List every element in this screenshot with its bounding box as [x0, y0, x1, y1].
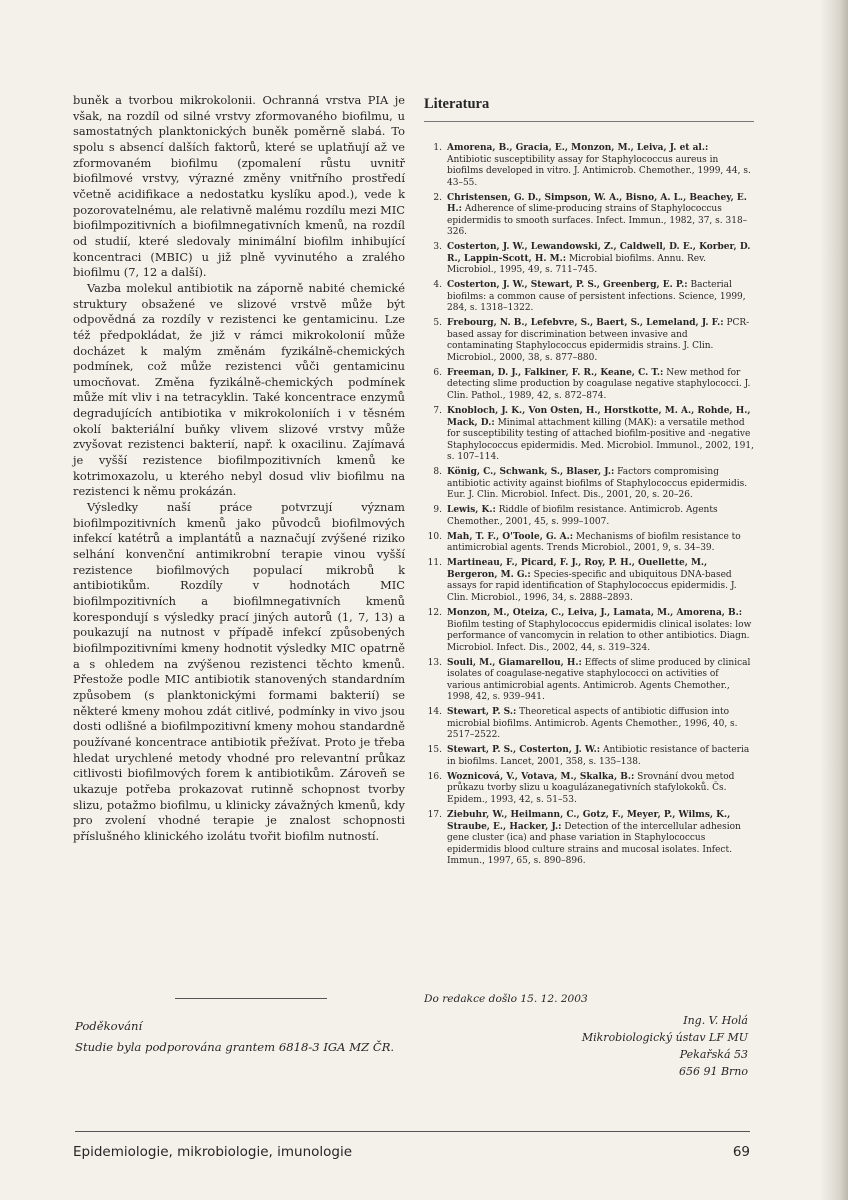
- body-paragraph-1: buněk a tvorbou mikrokolonii. Ochranná vrstva PIA je však, na rozdíl od silné vrstvy zformovaného biofilmu, u samostatných planktonických buněk poměrně slabá. To spolu s absencí dalších faktorů, které se uplatňují až ve zformovaném biofilmu (zpomalení růstu uvnitř biofilmové vrstvy, výrazné změny vnitřního prostředí včetně acidifikace a nedostatku kyslíku apod.), vede k pozorovatelnému, ale relativně malému rozdílu mezi MIC biofilmpozitivních a biofilmnegativních kmenů, na rozdíl od studií, které sledovaly minimální biofilm inhibující koncentraci (MBIC) u již plně vyvinutého a zralého biofilmu (7, 12 a další).: [73, 93, 405, 280]
- author-institute: Mikrobiologický ústav LF MU: [581, 1031, 748, 1044]
- reference-citation: Theoretical aspects of antibiotic diffusion into microbial biofilms. Antimicrob. Agents Chemother., 1996, 40, s. 2517–2522.: [447, 707, 738, 741]
- footer-rule: [75, 1131, 750, 1132]
- reference-authors: Amorena, B., Gracia, E., Monzon, M., Leiva, J. et al.:: [447, 143, 709, 153]
- reference-item: [424, 193, 754, 239]
- body-paragraph-2: Vazba molekul antibiotik na záporně nabité chemické struktury obsažené ve slizové vrstvě může být odpovědná za rozdíly v rezistenci ke gentamicinu. Lze též předpokládat, že již v rámci mikrokolonií může docházet k malým změnám fyzikálně-chemických podmínek, což může rezistenci vůči gentamicinu umocňovat. Změna fyzikálně-chemických podmínek může mít vliv i na tetracyklin. Také koncentrace enzymů degradujících antibiotika v mikrokoloniích i v těsném okolí bakteriální buňky vlivem slizové vrstvy může zvyšovat rezistenci bakterií, např. k oxacilinu. Zajímavá je vyšší rezistence biofilmpozitivních kmenů ke kotrimoxazolu, u kterého nebyl dosud vliv biofilmu na rezistenci k němu prokázán.: [73, 280, 405, 499]
- reference-number: 6.: [433, 367, 442, 378]
- reference-citation: Adherence of slime-producing strains of Staphylococcus epidermidis to smooth surfaces. Infect. Immun., 1982, 37, s. 318–326.: [447, 204, 748, 238]
- reference-authors: Knobloch, J. K., Von Osten, H., Horstkotte, M. A., Rohde, H., Mack, D.:: [447, 406, 751, 428]
- reference-item: [424, 280, 754, 315]
- reference-citation: Antibiotic susceptibility assay for Staphylococcus aureus in biofilms developed in vitro. J. Antimicrob. Chemother., 1999, 44, s. 43–55.: [447, 154, 751, 188]
- reference-authors: Lewis, K.:: [447, 505, 496, 516]
- author-name: Ing. V. Holá: [683, 1014, 748, 1027]
- reference-number: 2.: [433, 192, 442, 203]
- author-address: [520, 1012, 748, 1080]
- received-date: Do redakce došlo 15. 12. 2003: [424, 993, 588, 1005]
- reference-item: [424, 406, 754, 464]
- reference-citation: Mechanisms of biofilm resistance to antimicrobial agents. Trends Microbiol., 2001, 9, s. 34–39.: [447, 531, 741, 554]
- reference-number: 8.: [433, 467, 442, 478]
- reference-item: [424, 558, 754, 604]
- reference-citation: Srovnání dvou metod průkazu tvorby slizu u koagulázanegativních stafylokoků. Čs. Epidem., 1993, 42, s. 51–53.: [447, 771, 735, 805]
- reference-citation: New method for detecting slime production by coagulase negative staphylococci. J. Clin. Pathol., 1989, 42, s. 872–874.: [447, 367, 751, 401]
- reference-number: 17.: [427, 810, 442, 820]
- reference-item: [424, 505, 754, 528]
- reference-citation: Species-specific and ubiquitous DNA-based assays for rapid identification of Staphylococcus epidermidis. J. Clin. Microbiol., 1996, 34, s. 2888–2893.: [447, 569, 737, 603]
- reference-item: [424, 707, 754, 742]
- reference-item: [424, 532, 754, 555]
- reference-item: [424, 658, 754, 704]
- reference-item: [424, 143, 754, 189]
- section-divider: [175, 998, 327, 999]
- page-number: 69: [732, 1144, 750, 1160]
- reference-citation: Microbial biofilms. Annu. Rev. Microbiol., 1995, 49, s. 711–745.: [447, 253, 706, 276]
- author-street: Pekařská 53: [679, 1048, 748, 1061]
- reference-citation: Riddle of biofilm resistance. Antimicrob. Agents Chemother., 2001, 45, s. 999–1007.: [447, 505, 718, 527]
- reference-number: 12.: [427, 608, 442, 619]
- reference-authors: Frebourg, N. B., Lefebvre, S., Baert, S., Lemeland, J. F.:: [447, 318, 724, 329]
- reference-number: 15.: [427, 745, 442, 756]
- reference-item: [424, 608, 754, 654]
- reference-authors: Souli, M., Giamarellou, H.:: [447, 657, 582, 668]
- reference-authors: Freeman, D. J., Falkiner, F. R., Keane, C. T.:: [447, 367, 664, 378]
- body-text-column: [73, 93, 405, 845]
- reference-authors: Stewart, P. S., Costerton, J. W.:: [447, 745, 601, 756]
- reference-citation: Bacterial biofilms: a common cause of persistent infections. Science, 1999, 284, s. 1318–1322.: [447, 280, 746, 314]
- reference-citation: Biofilm testing of Staphylococcus epidermidis clinical isolates: low performance of vancomycin in relation to other antibiotics. Diagn. Microbiol. Infect. Dis., 2002, 44, s. 319–324.: [447, 619, 752, 653]
- reference-authors: Costerton, J. W., Lewandowski, Z., Caldwell, D. E., Korber, D. R., Lappin-Scott, H. M.:: [447, 242, 751, 264]
- reference-number: 4.: [433, 280, 442, 291]
- author-city: 656 91 Brno: [678, 1065, 748, 1078]
- reference-number: 7.: [433, 406, 442, 417]
- reference-authors: Costerton, J. W., Stewart, P. S., Greenberg, E. P.:: [447, 280, 688, 291]
- reference-authors: König, C., Schwank, S., Blaser, J.:: [447, 467, 615, 478]
- acknowledgement-text: Studie byla podporována grantem 6818-3 IGA MZ ČR.: [75, 1040, 395, 1054]
- reference-authors: Monzon, M., Oteiza, C., Leiva, J., Lamata, M., Amorena, B.:: [447, 608, 743, 619]
- reference-number: 11.: [427, 558, 442, 569]
- reference-authors: Woznicová, V., Votava, M., Skalka, B.:: [447, 771, 635, 782]
- acknowledgement: [75, 1018, 405, 1056]
- reference-number: 9.: [433, 505, 442, 516]
- reference-number: 13.: [427, 657, 442, 668]
- reference-citation: Antibiotic resistance of bacteria in biofilms. Lancet, 2001, 358, s. 135–138.: [447, 745, 750, 767]
- reference-item: [424, 810, 754, 868]
- reference-citation: PCR-based assay for discrimination between invasive and contaminating Staphylococcus epidermidis strains. J. Clin. Microbiol., 2000, 38, s. 877–880.: [447, 318, 750, 363]
- body-paragraph-3: Výsledky naší práce potvrzují význam biofilmpozitivních kmenů jako původců biofilmových infekcí katétrů a implantátů a naznačují zvýšené riziko selhání konvenční antimikrobní terapie vinou vyšší rezistence biofilmových populací mikrobů k antibiotikům. Rozdíly v hodnotách MIC biofilmpozitivních a biofilmnegativních kmenů korespondují s výsledky prací jiných autorů (1, 7, 13) a poukazují na nutnost v případě infekcí způsobených biofilmpozitivními kmeny hodnotit výsledky MIC opatrně a s ohledem na zvýšenou rezistenci těchto kmenů. Přestože podle MIC antibiotik stanovených standardním způsobem (s planktonickými formami bakterií) se některé kmeny mohou zdát citlivé, podmínky in vivo jsou dosti odlišné a biofilmpozitivní kmeny mohou standardně používané koncentrace antibiotik přežívat. Proto je třeba hledat urychlené metody vhodné pro relevantní průkaz citlivosti biofilmových forem k antibiotikům. Zároveň se ukazuje potřeba prokazovat rutinně schopnost tvorby slizu, potažmo biofilmu, u klinicky závažných kmenů, kdy pro zvolení vhodné terapie je znalost schopnosti příslušného klinického izolátu tvořit biofilm nutností.: [73, 500, 405, 843]
- reference-number: 10.: [427, 531, 442, 542]
- acknowledgement-title: Poděkování: [75, 1019, 143, 1033]
- reference-number: 14.: [427, 707, 442, 718]
- reference-authors: Christensen, G. D., Simpson, W. A., Bisno, A. L., Beachey, E. H.:: [447, 192, 747, 215]
- reference-item: [424, 318, 754, 364]
- reference-citation: Detection of the intercellular adhesion gene cluster (ica) and phase variation in Staphylococcus epidermidis blood culture strains and mucosal isolates. Infect. Immun., 1997, 65, s. 890–896.: [447, 821, 741, 866]
- reference-item: [424, 242, 754, 277]
- reference-number: 16.: [427, 771, 442, 782]
- reference-authors: Ziebuhr, W., Heilmann, C., Gotz, F., Meyer, P., Wilms, K., Straube, E., Hacker, J.:: [447, 810, 731, 832]
- reference-item: [424, 368, 754, 403]
- reference-item: [424, 745, 754, 768]
- reference-number: 5.: [433, 318, 442, 329]
- reference-authors: Martineau, F., Picard, F. J., Roy, P. H., Ouellette, M., Bergeron, M. G.:: [447, 558, 708, 580]
- reference-list: [424, 143, 754, 871]
- reference-item: [424, 772, 754, 807]
- literature-heading: Literatura: [424, 96, 754, 122]
- reference-item: [424, 467, 754, 502]
- reference-citation: Minimal attachment killing (MAK): a versatile method for susceptibility testing of attached biofilm-positive and -negative Staphylococcus epidermidis. Med. Microbiol. Immunol., 2002, 191, s. 107–114.: [447, 417, 754, 463]
- page-edge-shadow: [820, 0, 848, 1200]
- reference-number: 3.: [433, 242, 442, 253]
- reference-number: 1.: [433, 143, 442, 153]
- reference-authors: Mah, T. F., O'Toole, G. A.:: [447, 531, 574, 542]
- reference-citation: Effects of slime produced by clinical isolates of coagulase-negative staphylococci on activities of various antimicrobial agents. Antimicrob. Agents Chemother., 1998, 42, s. 939–941.: [447, 657, 751, 703]
- journal-name: Epidemiologie, mikrobiologie, imunologie: [73, 1144, 353, 1160]
- reference-authors: Stewart, P. S.:: [447, 707, 517, 718]
- reference-citation: Factors compromising antibiotic activity against biofilms of Staphylococcus epidermidis. Eur. J. Clin. Microbiol. Infect. Dis., 2001, 20, s. 20–26.: [447, 467, 748, 501]
